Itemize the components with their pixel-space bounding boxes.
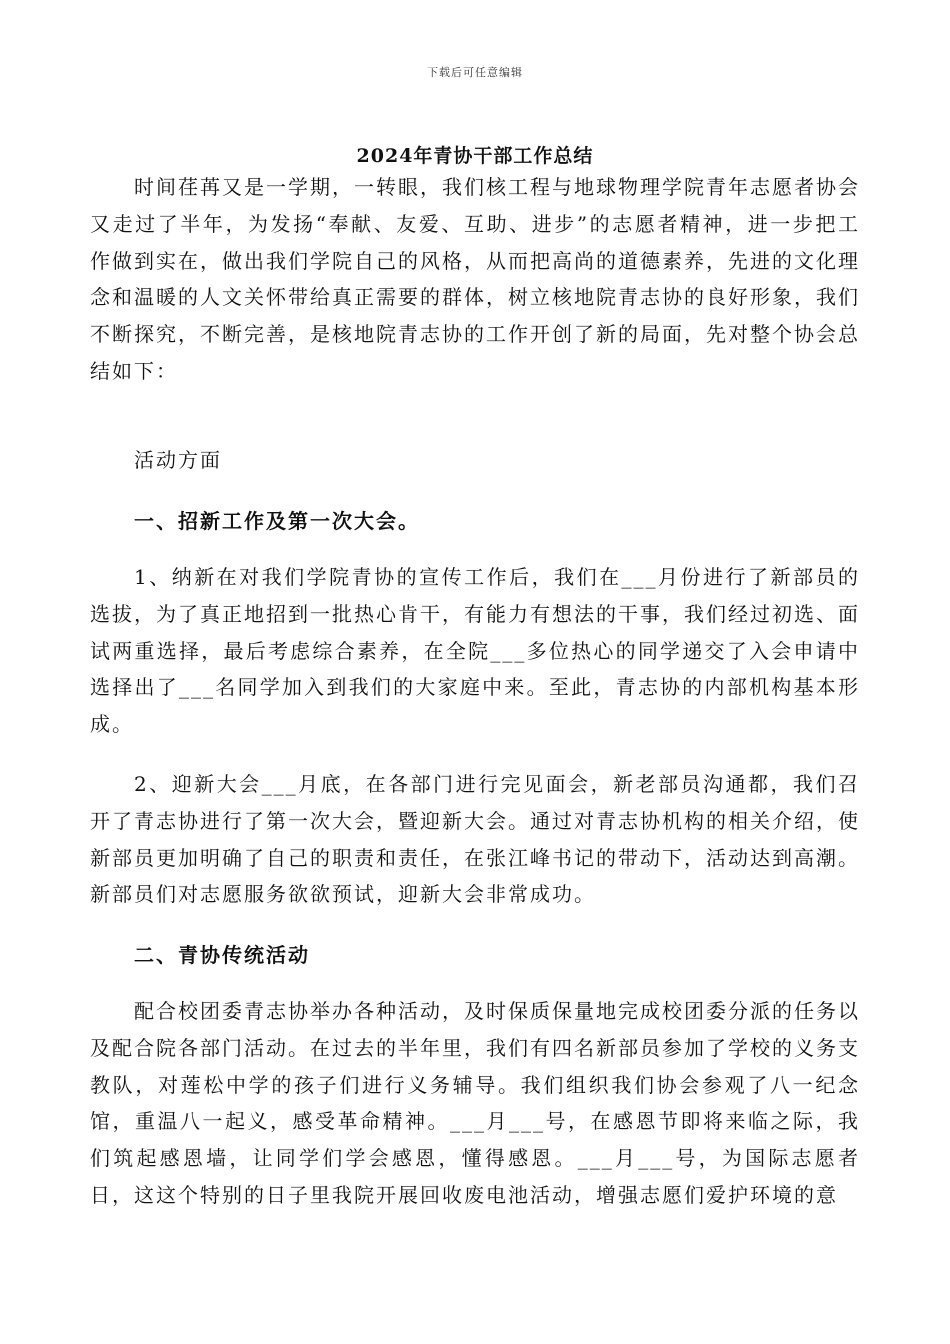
paragraph-traditional-activities: 配合校团委青志协举办各种活动，及时保质保量地完成校团委分派的任务以及配合院各部门活动。在过去的半年里，我们有四名新部员参加了学校的义务支教队，对莲松中学的孩子们进行义务辅导。我们组织我们协会参观了八一纪念馆，重温八一起义，感受革命精神。___月___号，在感恩节即将来临之际，我们筑起感恩墙，让同学们学会感恩，懂得感恩。___月___号，为国际志愿者日，这这个特别的日子里我院开展回收废电池活动，增强志愿们爱护环境的意 — [90, 999, 860, 1207]
activity-label: 活动方面 — [134, 448, 222, 472]
section-heading-traditional-activities: 二、青协传统活动 — [134, 943, 310, 967]
paragraph-welcome-meeting: 2、迎新大会___月底，在各部门进行完见面会，新老部员沟通都，我们召开了青志协进行了第一次大会，暨迎新大会。通过对青志协机构的相关介绍，使新部员更加明确了自己的职责和责任，在张江峰书记的带动下，活动达到高潮。新部员们对志愿服务欲欲预试，迎新大会非常成功。 — [90, 772, 860, 907]
header-note: 下载后可任意编辑 — [427, 66, 523, 79]
paragraph-recruitment: 1、纳新在对我们学院青协的宣传工作后，我们在___月份进行了新部员的选拔，为了真正地招到一批热心肯干，有能力有想法的干事，我们经过初选、面试两重选择，最后考虑综合素养，在全院___多位热心的同学递交了入会申请中选择出了___名同学加入到我们的大家庭中来。至此，青志协的内部机构基本形成。 — [90, 565, 860, 737]
intro-paragraph: 时间荏苒又是一学期，一转眼，我们核工程与地球物理学院青年志愿者协会又走过了半年，为发扬“奉献、友爱、互助、进步”的志愿者精神，进一步把工作做到实在，做出我们学院自己的风格，从而把高尚的道德素养，先进的文化理念和温暖的人文关怀带给真正需要的群体，树立核地院青志协的良好形象，我们不断探究，不断完善，是核地院青志协的工作开创了新的局面，先对整个协会总结如下： — [90, 175, 860, 383]
page-title: 2024年青协干部工作总结 — [356, 145, 594, 167]
section-heading-recruitment: 一、招新工作及第一次大会。 — [134, 509, 420, 533]
